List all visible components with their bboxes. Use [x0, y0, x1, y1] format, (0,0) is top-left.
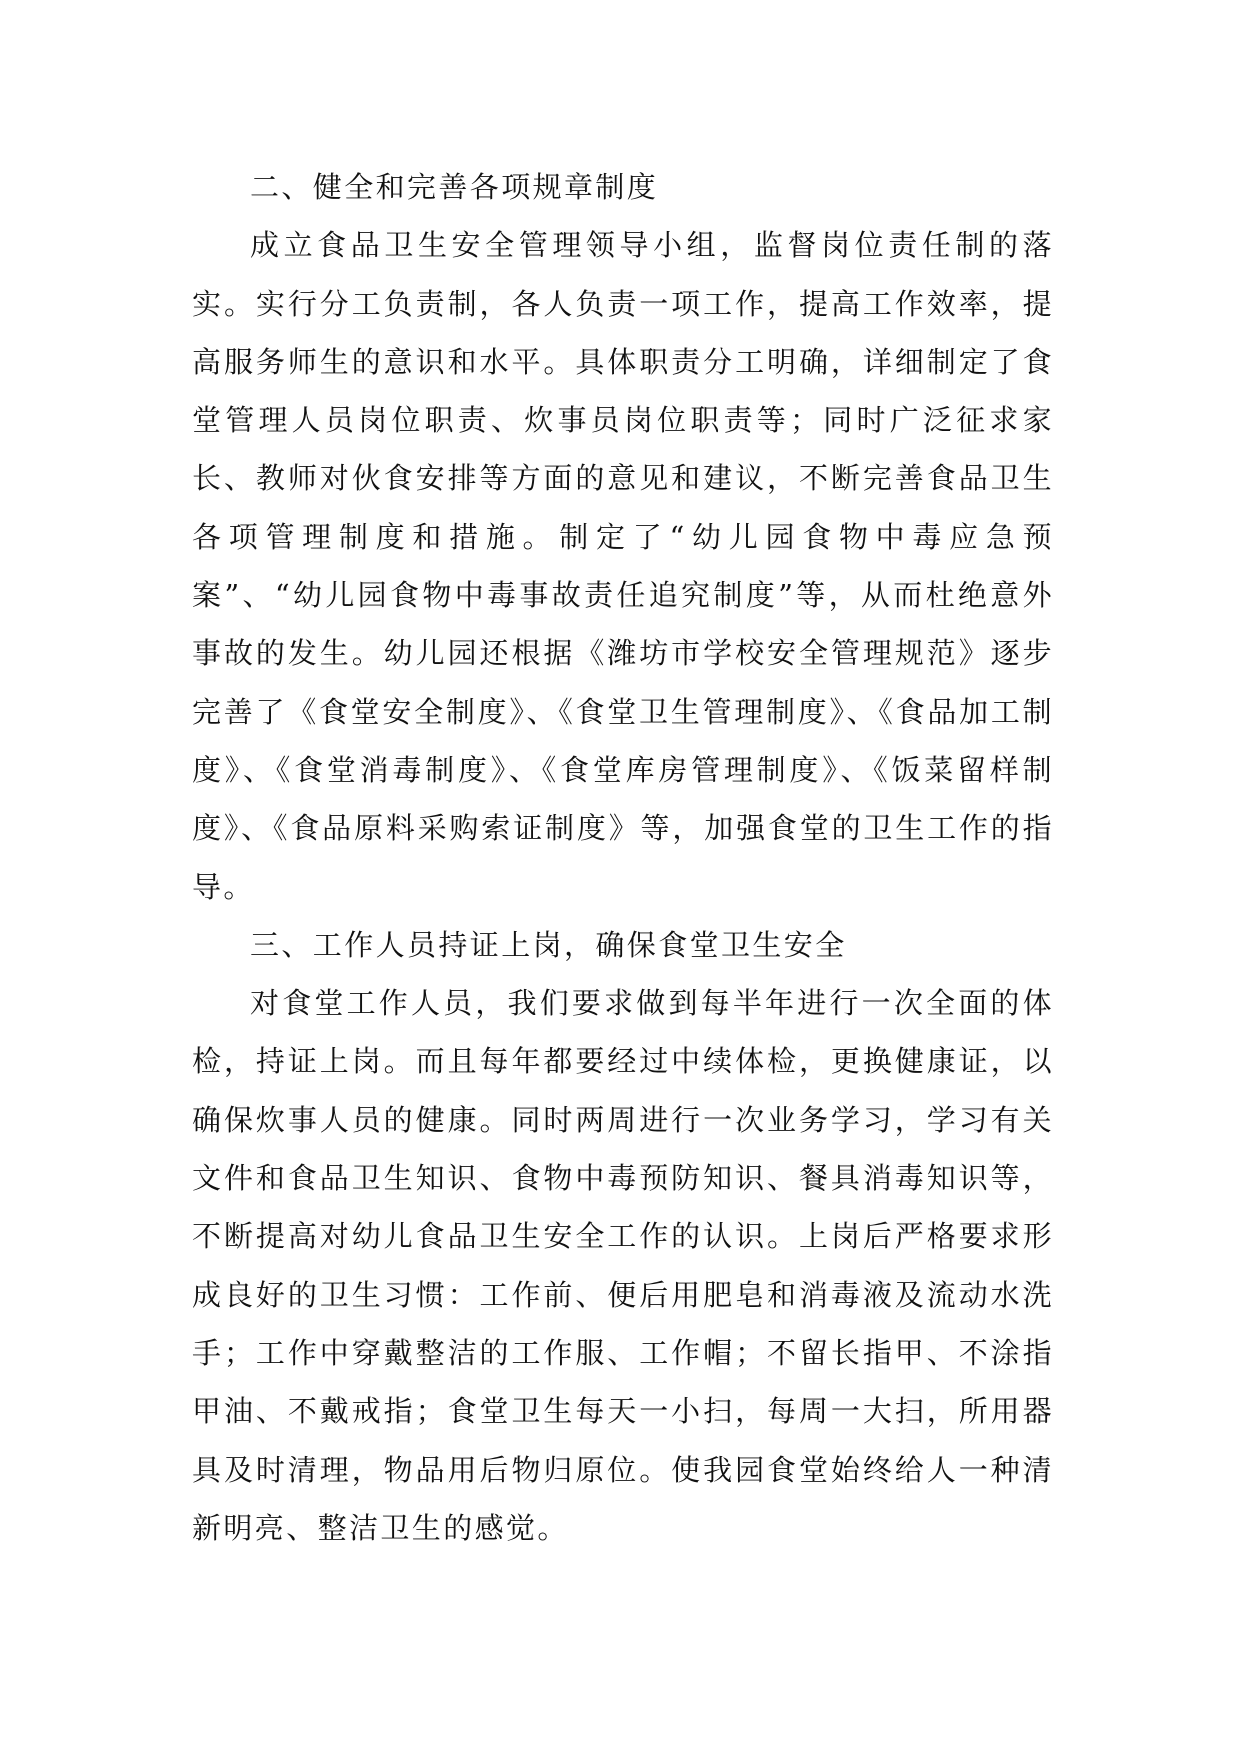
section-heading-regulations: 二、健全和完善各项规章制度: [250, 170, 659, 204]
section-heading-certification: 三、工作人员持证上岗，确保食堂卫生安全: [250, 927, 847, 962]
paragraph-certification: 对食堂工作人员，我们要求做到每半年进行一次全面的体检，持证上岗。而且每年都要经过中续体检，更换健康证，以确保炊事人员的健康。同时两周进行一次业务学习，学习有关文件和食品卫生知识、食物中毒预防知识、餐具消毒知识等，不断提高对幼儿食品卫生安全工作的认识。上岗后严格要求形成良好的卫生习惯：工作前、便后用肥皂和消毒液及流动水洗手；工作中穿戴整洁的工作服、工作帽；不留长指甲、不涂指甲油、不戴戒指；食堂卫生每天一小扫，每周一大扫，所用器具及时清理，物品用后物归原位。使我园食堂始终给人一种清新明亮、整洁卫生的感觉。: [192, 986, 1054, 1545]
document-body: [192, 158, 1054, 1557]
paragraph-regulations: 成立食品卫生安全管理领导小组，监督岗位责任制的落实。实行分工负责制，各人负责一项工作，提高工作效率，提高服务师生的意识和水平。具体职责分工明确，详细制定了食堂管理人员岗位职责、炊事员岗位职责等；同时广泛征求家长、教师对伙食安排等方面的意见和建议，不断完善食品卫生各项管理制度和措施。制定了“幼儿园食物中毒应急预案”、“幼儿园食物中毒事故责任追究制度”等，从而杜绝意外事故的发生。幼儿园还根据《潍坊市学校安全管理规范》逐步完善了《食堂安全制度》、《食堂卫生管理制度》、《食品加工制度》、《食堂消毒制度》、《食堂库房管理制度》、《饭菜留样制度》、《食品原料采购索证制度》等，加强食堂的卫生工作的指导。: [192, 228, 1054, 904]
